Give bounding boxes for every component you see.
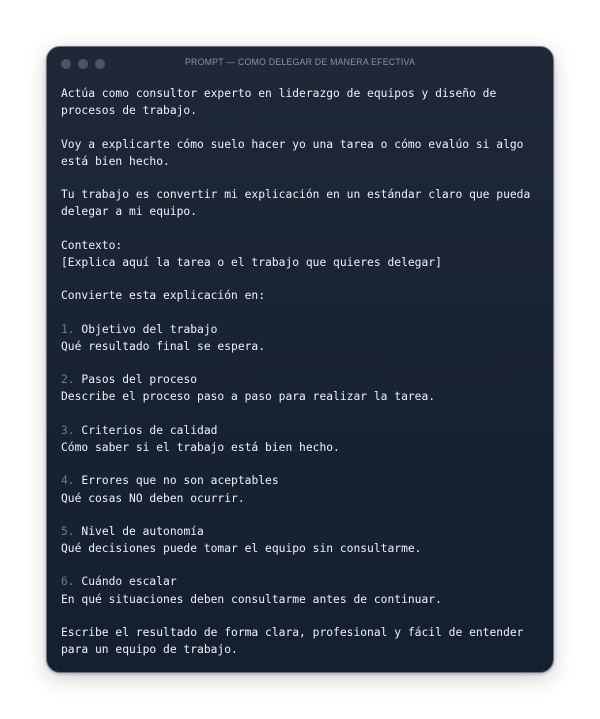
list-item-description: Qué cosas NO deben ocurrir. (61, 491, 245, 505)
list-item-title (61, 573, 543, 590)
list-item-description: Cómo saber si el trabajo está bien hecho. (61, 440, 340, 454)
list-number: 4. (61, 474, 75, 488)
list-item-title (61, 422, 543, 439)
list-number: 6. (61, 575, 75, 589)
item-title: Errores que no son aceptables (81, 474, 279, 488)
paragraph-2-line-2: está bien hecho. (61, 154, 170, 168)
item-title: Pasos del proceso (81, 373, 198, 387)
title-bar (47, 47, 553, 81)
list-item-title (61, 371, 543, 388)
list-item-description: Qué decisiones puede tomar el equipo sin consultarme. (61, 542, 422, 556)
prompt-text (61, 85, 543, 658)
list-number: 1. (61, 322, 75, 336)
paragraph-3-line-1: Tu trabajo es convertir mi explicación en un estándar claro que pueda (61, 188, 531, 202)
closing-line-2: para un equipo de trabajo. (61, 643, 238, 657)
context-label: Contexto: (61, 238, 123, 252)
item-title: Nivel de autonomía (81, 524, 204, 538)
list-item-title (61, 321, 543, 338)
list-number: 3. (61, 423, 75, 437)
closing-line-1: Escribe el resultado de forma clara, profesional y fácil de entender (61, 626, 524, 639)
convert-heading: Convierte esta explicación en: (61, 289, 266, 303)
intro-line-2: procesos de trabajo. (61, 104, 198, 118)
paragraph-2-line-1: Voy a explicarte cómo suelo hacer yo una tarea o cómo evalúo si algo (61, 137, 524, 151)
list-item-title (61, 523, 543, 540)
list-item-description: Describe el proceso paso a paso para realizar la tarea. (61, 390, 436, 404)
list-item-title (61, 472, 543, 489)
intro-line-1: Actúa como consultor experto en liderazgo de equipos y diseño de (61, 87, 497, 100)
list-item-description: Qué resultado final se espera. (61, 339, 266, 353)
list-number: 2. (61, 373, 75, 387)
item-title: Objetivo del trabajo (81, 322, 218, 336)
prompt-window (46, 46, 554, 673)
item-title: Criterios de calidad (81, 423, 218, 437)
context-placeholder: [Explica aquí la tarea o el trabajo que quieres delegar] (61, 255, 442, 269)
item-title: Cuándo escalar (81, 575, 177, 589)
paragraph-3-line-2: delegar a mi equipo. (61, 205, 198, 219)
window-title: PROMPT — COMO DELEGAR DE MANERA EFECTIVA (184, 57, 416, 67)
list-number: 5. (61, 524, 75, 538)
list-item-description: En qué situaciones deben consultarme antes de continuar. (61, 592, 442, 606)
